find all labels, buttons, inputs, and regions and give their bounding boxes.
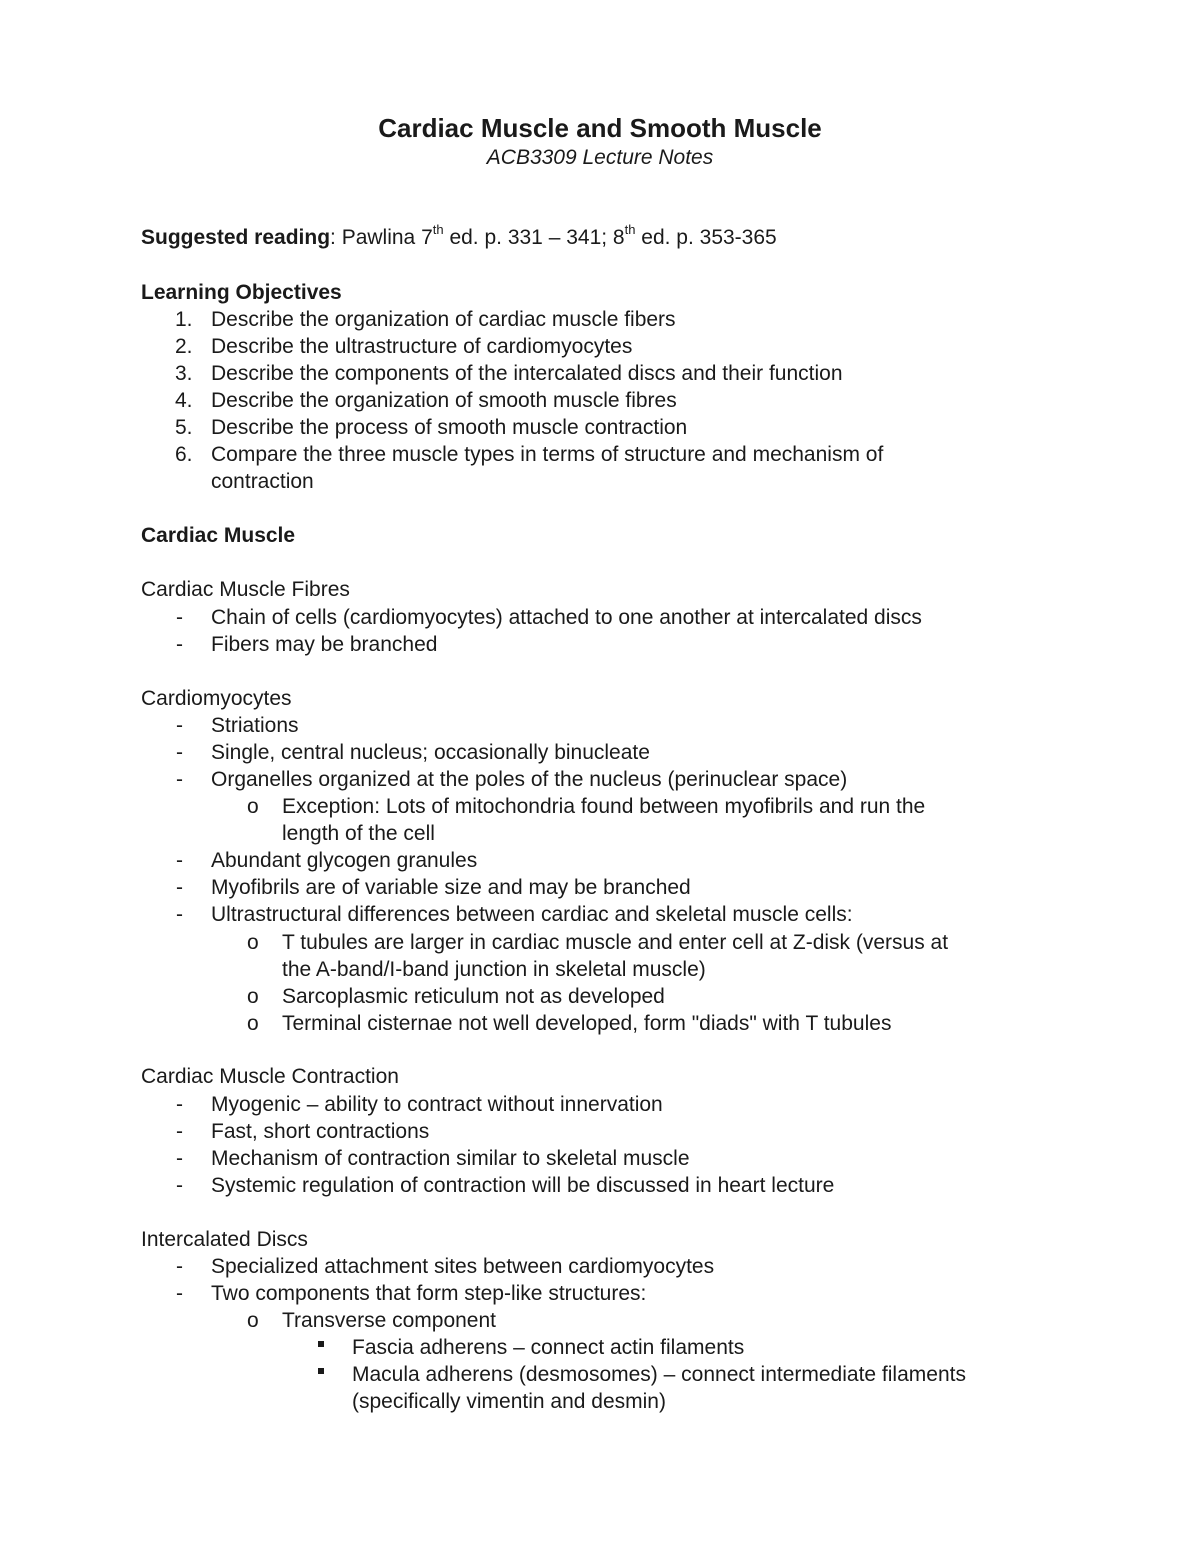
dash-bullet: - bbox=[176, 876, 183, 899]
list-item: Organelles organized at the poles of the nucleus (perinuclear space) bbox=[211, 768, 848, 791]
objective-number: 4. bbox=[175, 389, 193, 412]
dash-bullet: - bbox=[176, 633, 183, 656]
dash-bullet: - bbox=[176, 1282, 183, 1305]
list-item: Mechanism of contraction similar to skeletal muscle bbox=[211, 1147, 690, 1170]
list-item: Single, central nucleus; occasionally binucleate bbox=[211, 741, 650, 764]
objective-number: 6. bbox=[175, 443, 193, 466]
dash-bullet: - bbox=[176, 1120, 183, 1143]
section-heading-cardiac: Cardiac Muscle bbox=[141, 524, 296, 547]
sub-list-item: Exception: Lots of mitochondria found between myofibrils and run the bbox=[282, 795, 926, 818]
dash-bullet: - bbox=[176, 903, 183, 926]
objective-item-continuation: contraction bbox=[211, 470, 314, 493]
list-item: Fast, short contractions bbox=[211, 1120, 430, 1143]
dash-bullet: - bbox=[176, 1174, 183, 1197]
list-item: Fibers may be branched bbox=[211, 633, 438, 656]
list-item: Specialized attachment sites between cardiomyocytes bbox=[211, 1255, 715, 1278]
dash-bullet: - bbox=[176, 1093, 183, 1116]
list-item: Systemic regulation of contraction will be discussed in heart lecture bbox=[211, 1174, 835, 1197]
subsection-title-discs: Intercalated Discs bbox=[141, 1228, 308, 1251]
objective-item: Describe the ultrastructure of cardiomyocytes bbox=[211, 335, 633, 358]
subsection-title-cardiomyocytes: Cardiomyocytes bbox=[141, 687, 292, 710]
page-title: Cardiac Muscle and Smooth Muscle bbox=[378, 113, 822, 143]
list-item: Ultrastructural differences between cardiac and skeletal muscle cells: bbox=[211, 903, 853, 926]
sub-list-item: Transverse component bbox=[282, 1309, 496, 1332]
list-item: Abundant glycogen granules bbox=[211, 849, 478, 872]
sub-list-item: Terminal cisternae not well developed, form "diads" with T tubules bbox=[282, 1012, 892, 1035]
circle-bullet: o bbox=[247, 931, 259, 954]
list-item: Two components that form step-like structures: bbox=[211, 1282, 647, 1305]
sub-list-item-continuation: the A-band/I-band junction in skeletal muscle) bbox=[282, 958, 706, 981]
sub-list-item: T tubules are larger in cardiac muscle and enter cell at Z-disk (versus at bbox=[282, 931, 949, 954]
objective-item: Describe the organization of cardiac muscle fibers bbox=[211, 308, 676, 331]
objective-item: Compare the three muscle types in terms of structure and mechanism of bbox=[211, 443, 884, 466]
objective-number: 1. bbox=[175, 308, 193, 331]
dash-bullet: - bbox=[176, 768, 183, 791]
dash-bullet: - bbox=[176, 741, 183, 764]
circle-bullet: o bbox=[247, 985, 259, 1008]
reading-label: Suggested reading bbox=[141, 226, 331, 249]
objective-item: Describe the organization of smooth muscle fibres bbox=[211, 389, 677, 412]
sub-list-item: Sarcoplasmic reticulum not as developed bbox=[282, 985, 665, 1008]
list-item: Myogenic – ability to contract without innervation bbox=[211, 1093, 663, 1116]
circle-bullet: o bbox=[247, 1012, 259, 1035]
sub-sub-list-item: Fascia adherens – connect actin filaments bbox=[352, 1336, 745, 1359]
subsection-title-fibres: Cardiac Muscle Fibres bbox=[141, 578, 350, 601]
square-bullet-icon bbox=[318, 1368, 324, 1374]
objective-item: Describe the process of smooth muscle contraction bbox=[211, 416, 688, 439]
circle-bullet: o bbox=[247, 1309, 259, 1332]
objective-item: Describe the components of the intercalated discs and their function bbox=[211, 362, 843, 385]
dash-bullet: - bbox=[176, 1147, 183, 1170]
objective-number: 5. bbox=[175, 416, 193, 439]
sub-list-item-continuation: length of the cell bbox=[282, 822, 435, 845]
sub-sub-list-item: Macula adherens (desmosomes) – connect intermediate filaments bbox=[352, 1363, 966, 1386]
suggested-reading: Suggested reading: Pawlina 7th ed. p. 331 – 341; 8th ed. p. 353-365 bbox=[141, 222, 777, 249]
list-item: Myofibrils are of variable size and may be branched bbox=[211, 876, 691, 899]
objectives-heading: Learning Objectives bbox=[141, 281, 342, 304]
dash-bullet: - bbox=[176, 714, 183, 737]
dash-bullet: - bbox=[176, 1255, 183, 1278]
list-item: Chain of cells (cardiomyocytes) attached to one another at intercalated discs bbox=[211, 606, 922, 629]
dash-bullet: - bbox=[176, 849, 183, 872]
objective-number: 3. bbox=[175, 362, 193, 385]
sub-sub-list-item-continuation: (specifically vimentin and desmin) bbox=[352, 1390, 666, 1413]
dash-bullet: - bbox=[176, 606, 183, 629]
list-item: Striations bbox=[211, 714, 299, 737]
objective-number: 2. bbox=[175, 335, 193, 358]
page-subtitle: ACB3309 Lecture Notes bbox=[486, 146, 714, 169]
square-bullet-icon bbox=[318, 1341, 324, 1347]
subsection-title-contraction: Cardiac Muscle Contraction bbox=[141, 1065, 399, 1088]
circle-bullet: o bbox=[247, 795, 259, 818]
